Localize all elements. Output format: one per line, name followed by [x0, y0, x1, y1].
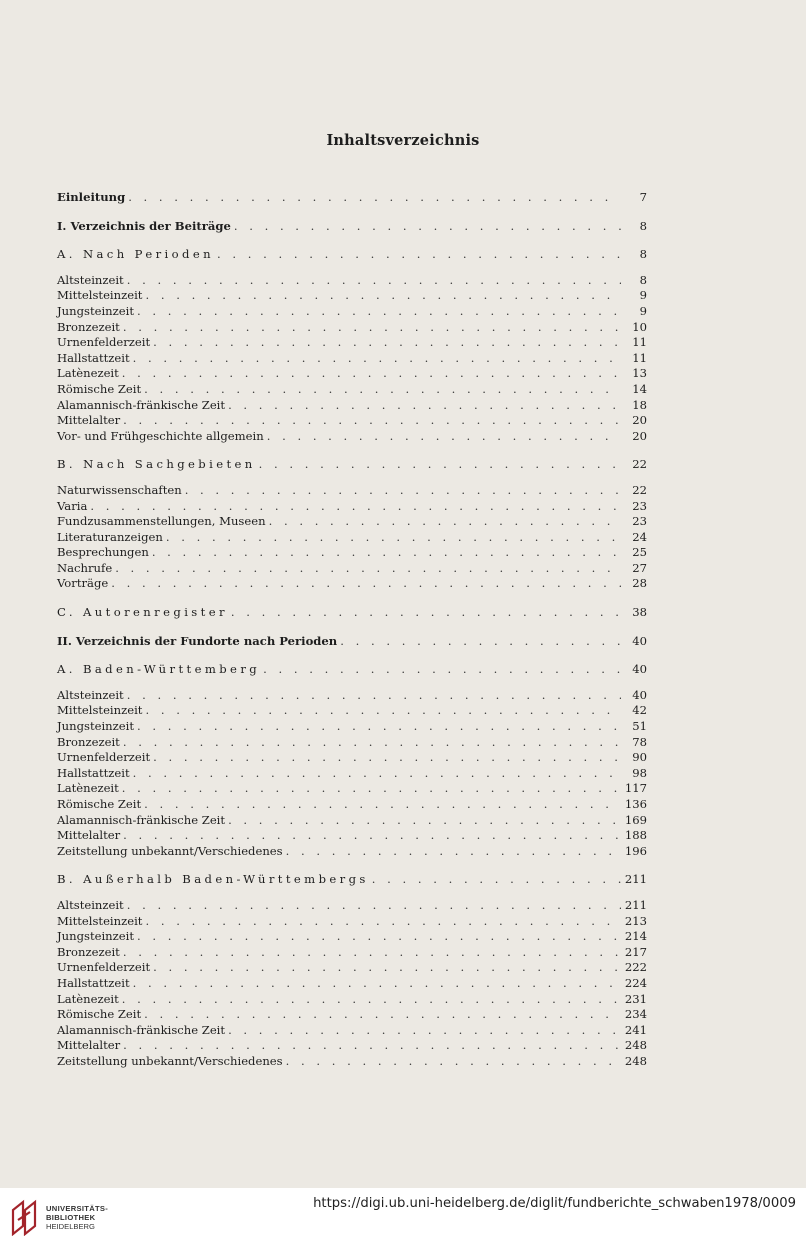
toc-entry-page: 222 — [624, 960, 647, 975]
toc-leader-dots — [137, 719, 621, 735]
toc-entry-page: 25 — [632, 545, 647, 560]
toc-entry-label: Hallstattzeit — [57, 975, 130, 990]
toc-entry — [57, 351, 647, 367]
toc-entry-page: 136 — [624, 797, 647, 811]
toc-entry-label: B. Außerhalb Baden-Württembergs — [57, 872, 369, 887]
toc-leader-dots — [145, 288, 621, 304]
toc-entry-label: Hallstattzeit — [57, 765, 130, 780]
toc-entry-page: 90 — [632, 750, 647, 765]
toc-entry-page: 211 — [624, 872, 647, 887]
toc-leader-dots — [269, 514, 621, 530]
toc-leader-dots — [123, 413, 621, 429]
toc-entry — [57, 499, 647, 515]
toc-leader-dots — [137, 929, 621, 945]
toc-entry-label: B. Nach Sachgebieten — [57, 457, 256, 472]
toc-entry-label: Mittelsteinzeit — [57, 913, 143, 928]
toc-leader-dots — [228, 1023, 621, 1039]
table-of-contents — [57, 190, 647, 1070]
toc-entry-page: 117 — [624, 781, 647, 796]
page-title: Inhaltsverzeichnis — [326, 132, 480, 149]
toc-leader-dots — [122, 781, 621, 797]
toc-entry — [57, 914, 647, 930]
toc-entry — [57, 1038, 647, 1054]
toc-entry-page: 40 — [632, 633, 647, 648]
toc-entry-label: Mittelalter — [57, 828, 121, 843]
toc-leader-dots — [122, 366, 621, 382]
toc-entry-label: C. Autorenregister — [57, 605, 228, 620]
toc-entry — [57, 457, 647, 473]
toc-entry — [57, 929, 647, 945]
toc-entry-page: 7 — [639, 190, 647, 204]
toc-entry — [57, 688, 647, 704]
toc-leader-dots — [228, 398, 621, 414]
toc-entry — [57, 719, 647, 735]
library-name-line1: UNIVERSITÄTS- — [46, 1204, 109, 1213]
toc-leader-dots — [372, 872, 621, 888]
toc-entry-label: Besprechungen — [57, 545, 149, 560]
toc-entry-page: 214 — [624, 929, 647, 944]
toc-entry-page: 28 — [632, 576, 647, 591]
toc-entry-page: 217 — [624, 944, 647, 959]
footer-bar — [0, 1188, 806, 1246]
toc-entry-page: 11 — [632, 350, 647, 365]
toc-entry-label: Latènezeit — [57, 991, 119, 1006]
toc-entry — [57, 429, 647, 445]
toc-entry-page: 98 — [632, 765, 647, 780]
toc-leader-dots — [133, 351, 621, 367]
toc-entry-label: Mittelsteinzeit — [57, 703, 143, 718]
toc-entry-page: 22 — [632, 482, 647, 497]
toc-entry-page: 20 — [632, 413, 647, 428]
toc-entry-label: Mittelalter — [57, 1038, 121, 1053]
toc-entry-page: 224 — [624, 975, 647, 990]
toc-entry — [57, 844, 647, 860]
toc-entry-page: 8 — [639, 218, 647, 233]
toc-entry-label: Alamannisch-fränkische Zeit — [57, 812, 226, 827]
toc-entry-label: Römische Zeit — [57, 381, 142, 396]
toc-leader-dots — [123, 1038, 621, 1054]
toc-leader-dots — [145, 703, 621, 719]
library-name-line2: BIBLIOTHEK — [46, 1213, 96, 1222]
toc-entry — [57, 992, 647, 1008]
toc-entry-label: Jungsteinzeit — [57, 719, 134, 734]
toc-entry — [57, 1023, 647, 1039]
toc-entry — [57, 190, 647, 206]
toc-leader-dots — [111, 576, 621, 592]
toc-entry-page: 23 — [632, 514, 647, 529]
toc-entry — [57, 514, 647, 530]
toc-entry — [57, 703, 647, 719]
toc-entry — [57, 872, 647, 888]
toc-entry — [57, 304, 647, 320]
toc-entry-label: Alamannisch-fränkische Zeit — [57, 397, 226, 412]
toc-leader-dots — [231, 605, 621, 621]
toc-leader-dots — [234, 219, 621, 235]
toc-entry — [57, 366, 647, 382]
toc-leader-dots — [133, 976, 621, 992]
toc-entry — [57, 735, 647, 751]
toc-leader-dots — [145, 914, 621, 930]
toc-entry-page: 78 — [632, 734, 647, 749]
toc-entry — [57, 273, 647, 289]
toc-leader-dots — [153, 750, 621, 766]
toc-entry-label: Urnenfelderzeit — [57, 960, 151, 975]
toc-entry — [57, 945, 647, 961]
toc-entry — [57, 382, 647, 398]
toc-leader-dots — [115, 561, 621, 577]
toc-entry — [57, 960, 647, 976]
toc-entry-label: Urnenfelderzeit — [57, 750, 151, 765]
toc-entry-label: Einleitung — [57, 190, 126, 204]
toc-leader-dots — [153, 335, 621, 351]
toc-entry — [57, 662, 647, 678]
toc-entry-label: Römische Zeit — [57, 797, 142, 811]
toc-entry-page: 51 — [632, 719, 647, 734]
toc-entry-label: Urnenfelderzeit — [57, 335, 151, 350]
toc-leader-dots — [127, 688, 621, 704]
toc-entry-page: 188 — [624, 828, 647, 843]
toc-leader-dots — [144, 1007, 621, 1023]
toc-entry-label: Zeitstellung unbekannt/Verschiedenes — [57, 1053, 283, 1068]
toc-leader-dots — [259, 457, 621, 473]
toc-leader-dots — [144, 382, 621, 398]
toc-entry — [57, 797, 647, 813]
toc-entry-page: 248 — [624, 1053, 647, 1068]
toc-leader-dots — [137, 304, 621, 320]
toc-leader-dots — [144, 797, 621, 813]
toc-leader-dots — [123, 945, 621, 961]
toc-leader-dots — [127, 273, 621, 289]
toc-leader-dots — [286, 1054, 621, 1070]
toc-entry — [57, 483, 647, 499]
toc-entry-page: 248 — [624, 1038, 647, 1053]
toc-entry-label: Bronzezeit — [57, 319, 120, 334]
toc-entry-label: Literaturanzeigen — [57, 529, 163, 544]
toc-leader-dots — [166, 530, 621, 546]
toc-entry — [57, 1007, 647, 1023]
toc-entry — [57, 976, 647, 992]
toc-entry — [57, 288, 647, 304]
toc-entry-page: 231 — [624, 991, 647, 1006]
toc-entry — [57, 605, 647, 621]
toc-entry-label: Mittelsteinzeit — [57, 288, 143, 303]
toc-leader-dots — [133, 766, 621, 782]
toc-entry-label: Naturwissenschaften — [57, 482, 182, 497]
toc-entry — [57, 335, 647, 351]
toc-entry-page: 27 — [632, 560, 647, 575]
library-name — [46, 1204, 108, 1231]
toc-entry-label: Latènezeit — [57, 366, 119, 381]
toc-entry-label: I. Verzeichnis der Beiträge — [57, 218, 231, 233]
toc-entry-label: A. Nach Perioden — [57, 247, 214, 262]
toc-leader-dots — [228, 813, 621, 829]
toc-entry-page: 24 — [632, 529, 647, 544]
toc-entry-page: 196 — [624, 843, 647, 858]
toc-entry-label: Römische Zeit — [57, 1007, 142, 1022]
toc-entry — [57, 766, 647, 782]
toc-leader-dots — [267, 429, 621, 445]
toc-entry-label: Vorträge — [57, 576, 109, 591]
toc-entry-label: Varia — [57, 498, 88, 513]
toc-entry — [57, 545, 647, 561]
library-logo-icon — [9, 1198, 39, 1236]
library-name-line3: HEIDELBERG — [46, 1222, 95, 1231]
toc-entry-page: 18 — [632, 397, 647, 412]
toc-entry — [57, 530, 647, 546]
toc-entry-page: 10 — [632, 319, 647, 334]
toc-entry — [57, 898, 647, 914]
toc-entry-label: Altsteinzeit — [57, 897, 124, 912]
toc-entry — [57, 247, 647, 263]
toc-entry-page: 13 — [632, 366, 647, 381]
toc-entry-page: 14 — [632, 381, 647, 396]
toc-entry-page: 11 — [632, 335, 647, 350]
toc-leader-dots — [263, 662, 621, 678]
toc-leader-dots — [123, 320, 621, 336]
toc-leader-dots — [153, 960, 621, 976]
toc-entry-page: 22 — [632, 457, 647, 472]
toc-entry — [57, 634, 647, 650]
toc-leader-dots — [185, 483, 621, 499]
toc-entry-page: 9 — [639, 303, 647, 318]
toc-entry-page: 9 — [639, 288, 647, 303]
toc-entry-page: 213 — [624, 913, 647, 928]
toc-leader-dots — [90, 499, 621, 515]
toc-entry-label: Alamannisch-fränkische Zeit — [57, 1022, 226, 1037]
toc-entry-label: Altsteinzeit — [57, 687, 124, 702]
toc-entry-label: Hallstattzeit — [57, 350, 130, 365]
toc-entry-page: 241 — [624, 1022, 647, 1037]
toc-entry-label: Altsteinzeit — [57, 272, 124, 287]
toc-entry — [57, 781, 647, 797]
toc-entry-label: Mittelalter — [57, 413, 121, 428]
toc-entry-label: Latènezeit — [57, 781, 119, 796]
toc-entry-label: Fundzusammenstellungen, Museen — [57, 514, 266, 529]
toc-entry-label: Vor- und Frühgeschichte allgemein — [57, 428, 264, 443]
toc-entry-label: Jungsteinzeit — [57, 303, 134, 318]
toc-entry-page: 8 — [639, 272, 647, 287]
toc-leader-dots — [123, 828, 621, 844]
toc-entry — [57, 398, 647, 414]
toc-entry-page: 234 — [624, 1007, 647, 1022]
toc-entry — [57, 576, 647, 592]
toc-entry-page: 23 — [632, 498, 647, 513]
toc-entry-label: Bronzezeit — [57, 734, 120, 749]
toc-leader-dots — [340, 634, 621, 650]
toc-entry — [57, 219, 647, 235]
toc-leader-dots — [127, 898, 621, 914]
toc-entry-label: Bronzezeit — [57, 944, 120, 959]
toc-entry-label: A. Baden-Württemberg — [57, 662, 261, 677]
toc-entry — [57, 828, 647, 844]
toc-entry — [57, 750, 647, 766]
toc-entry — [57, 1054, 647, 1070]
toc-leader-dots — [122, 992, 621, 1008]
toc-leader-dots — [152, 545, 621, 561]
toc-entry-page: 169 — [624, 812, 647, 827]
source-url[interactable]: https://digi.ub.uni-heidelberg.de/diglit/fundberichte_schwaben1978/0009 — [313, 1196, 796, 1211]
toc-entry-page: 42 — [632, 703, 647, 718]
toc-entry-label: Zeitstellung unbekannt/Verschiedenes — [57, 843, 283, 858]
toc-entry — [57, 413, 647, 429]
toc-entry — [57, 813, 647, 829]
toc-entry-label: Jungsteinzeit — [57, 929, 134, 944]
toc-entry-page: 20 — [632, 428, 647, 443]
toc-leader-dots — [286, 844, 621, 860]
toc-leader-dots — [123, 735, 621, 751]
toc-entry-page: 38 — [632, 605, 647, 620]
toc-entry-label: Nachrufe — [57, 560, 113, 575]
toc-entry-label: II. Verzeichnis der Fundorte nach Perioden — [57, 633, 338, 648]
toc-entry-page: 40 — [632, 687, 647, 702]
toc-entry — [57, 320, 647, 336]
toc-entry-page: 40 — [632, 662, 647, 677]
toc-entry-page: 8 — [639, 247, 647, 262]
toc-leader-dots — [217, 247, 621, 263]
toc-entry — [57, 561, 647, 577]
toc-entry-page: 211 — [624, 897, 647, 912]
toc-leader-dots — [128, 190, 621, 206]
